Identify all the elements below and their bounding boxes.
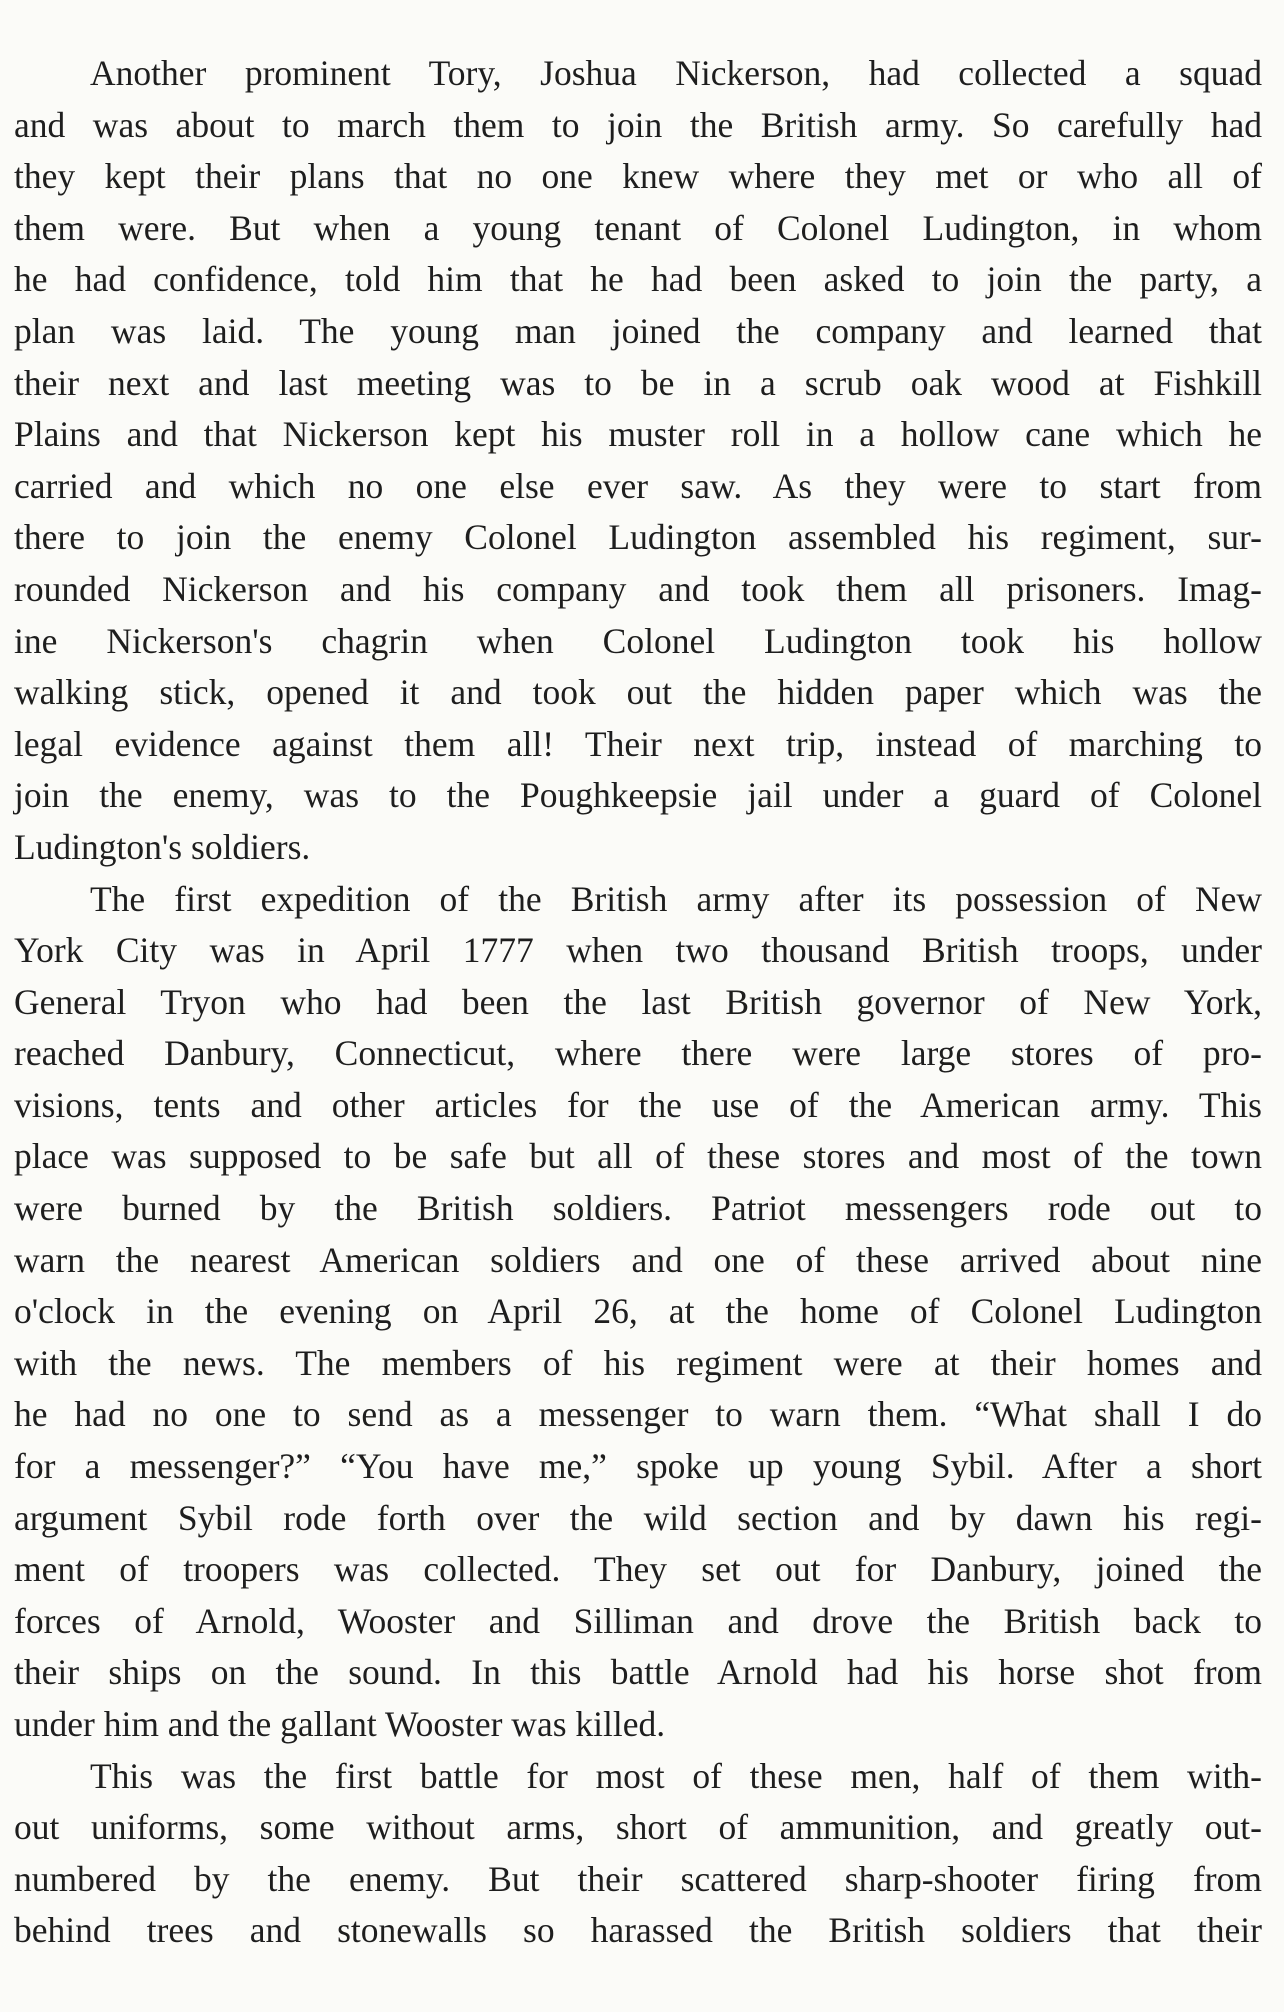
text-line: under him and the gallant Wooster was killed. — [14, 1704, 666, 1744]
text-line: he had no one to send as a messenger to warn them. “What shall I do — [14, 1394, 1262, 1435]
text-line: ine Nickerson's chagrin when Colonel Ludington took his hollow — [14, 620, 1262, 661]
text-line: their ships on the sound. In this battle Arnold had his horse shot from — [14, 1652, 1262, 1693]
text-line: This was the first battle for most of these men, half of them with- — [90, 1755, 1262, 1796]
text-line: forces of Arnold, Wooster and Silliman and drove the British back to — [14, 1600, 1262, 1641]
text-line: plan was laid. The young man joined the company and learned that — [14, 310, 1262, 351]
paragraph-2 — [14, 874, 1262, 1751]
text-line: them were. But when a young tenant of Colonel Ludington, in whom — [14, 207, 1262, 248]
text-line: visions, tents and other articles for the use of the American army. This — [14, 1084, 1262, 1125]
text-line: York City was in April 1777 when two thousand British troops, under — [14, 930, 1262, 971]
text-line: join the enemy, was to the Poughkeepsie jail under a guard of Colonel — [14, 775, 1262, 816]
text-line: ment of troopers was collected. They set out for Danbury, joined the — [14, 1549, 1262, 1590]
text-line: argument Sybil rode forth over the wild section and by dawn his regi- — [14, 1497, 1262, 1538]
text-line: o'clock in the evening on April 26, at the home of Colonel Ludington — [14, 1291, 1262, 1332]
text-line: he had confidence, told him that he had been asked to join the party, a — [14, 259, 1262, 300]
text-line: were burned by the British soldiers. Patriot messengers rode out to — [14, 1188, 1262, 1229]
text-line: and was about to march them to join the British army. So carefully had — [14, 104, 1262, 145]
text-line: with the news. The members of his regiment were at their homes and — [14, 1342, 1262, 1383]
text-line: Another prominent Tory, Joshua Nickerson, had collected a squad — [90, 53, 1262, 93]
paragraph-1 — [14, 48, 1262, 874]
text-line: walking stick, opened it and took out the hidden paper which was the — [14, 672, 1262, 713]
text-line: out uniforms, some without arms, short of ammunition, and greatly out- — [14, 1807, 1262, 1848]
text-line: Ludington's soldiers. — [14, 826, 311, 867]
text-line: Plains and that Nickerson kept his muster roll in a hollow cane which he — [14, 414, 1262, 455]
text-line: legal evidence against them all! Their next trip, instead of marching to — [14, 723, 1262, 764]
text-line: place was supposed to be safe but all of these stores and most of the town — [14, 1136, 1262, 1177]
text-line: there to join the enemy Colonel Ludington assembled his regiment, sur- — [14, 517, 1262, 558]
text-line: carried and which no one else ever saw. As they were to start from — [14, 465, 1262, 506]
text-line: for a messenger?” “You have me,” spoke up young Sybil. After a short — [14, 1446, 1262, 1487]
text-line: reached Danbury, Connecticut, where there were large stores of pro- — [14, 1033, 1262, 1074]
body-text — [14, 48, 1262, 1957]
paragraph-3 — [14, 1751, 1262, 1957]
text-line: General Tryon who had been the last British governor of New York, — [14, 981, 1262, 1022]
text-line: The first expedition of the British army after its possession of New — [90, 878, 1262, 919]
text-line: their next and last meeting was to be in a scrub oak wood at Fishkill — [14, 362, 1262, 403]
text-line: warn the nearest American soldiers and one of these arrived about nine — [14, 1239, 1262, 1280]
text-line: behind trees and stonewalls so harassed the British soldiers that their — [14, 1910, 1262, 1951]
text-line: rounded Nickerson and his company and took them all prisoners. Imag- — [14, 568, 1262, 609]
text-line: numbered by the enemy. But their scattered sharp-shooter firing from — [14, 1858, 1262, 1899]
text-line: they kept their plans that no one knew where they met or who all of — [14, 156, 1262, 197]
